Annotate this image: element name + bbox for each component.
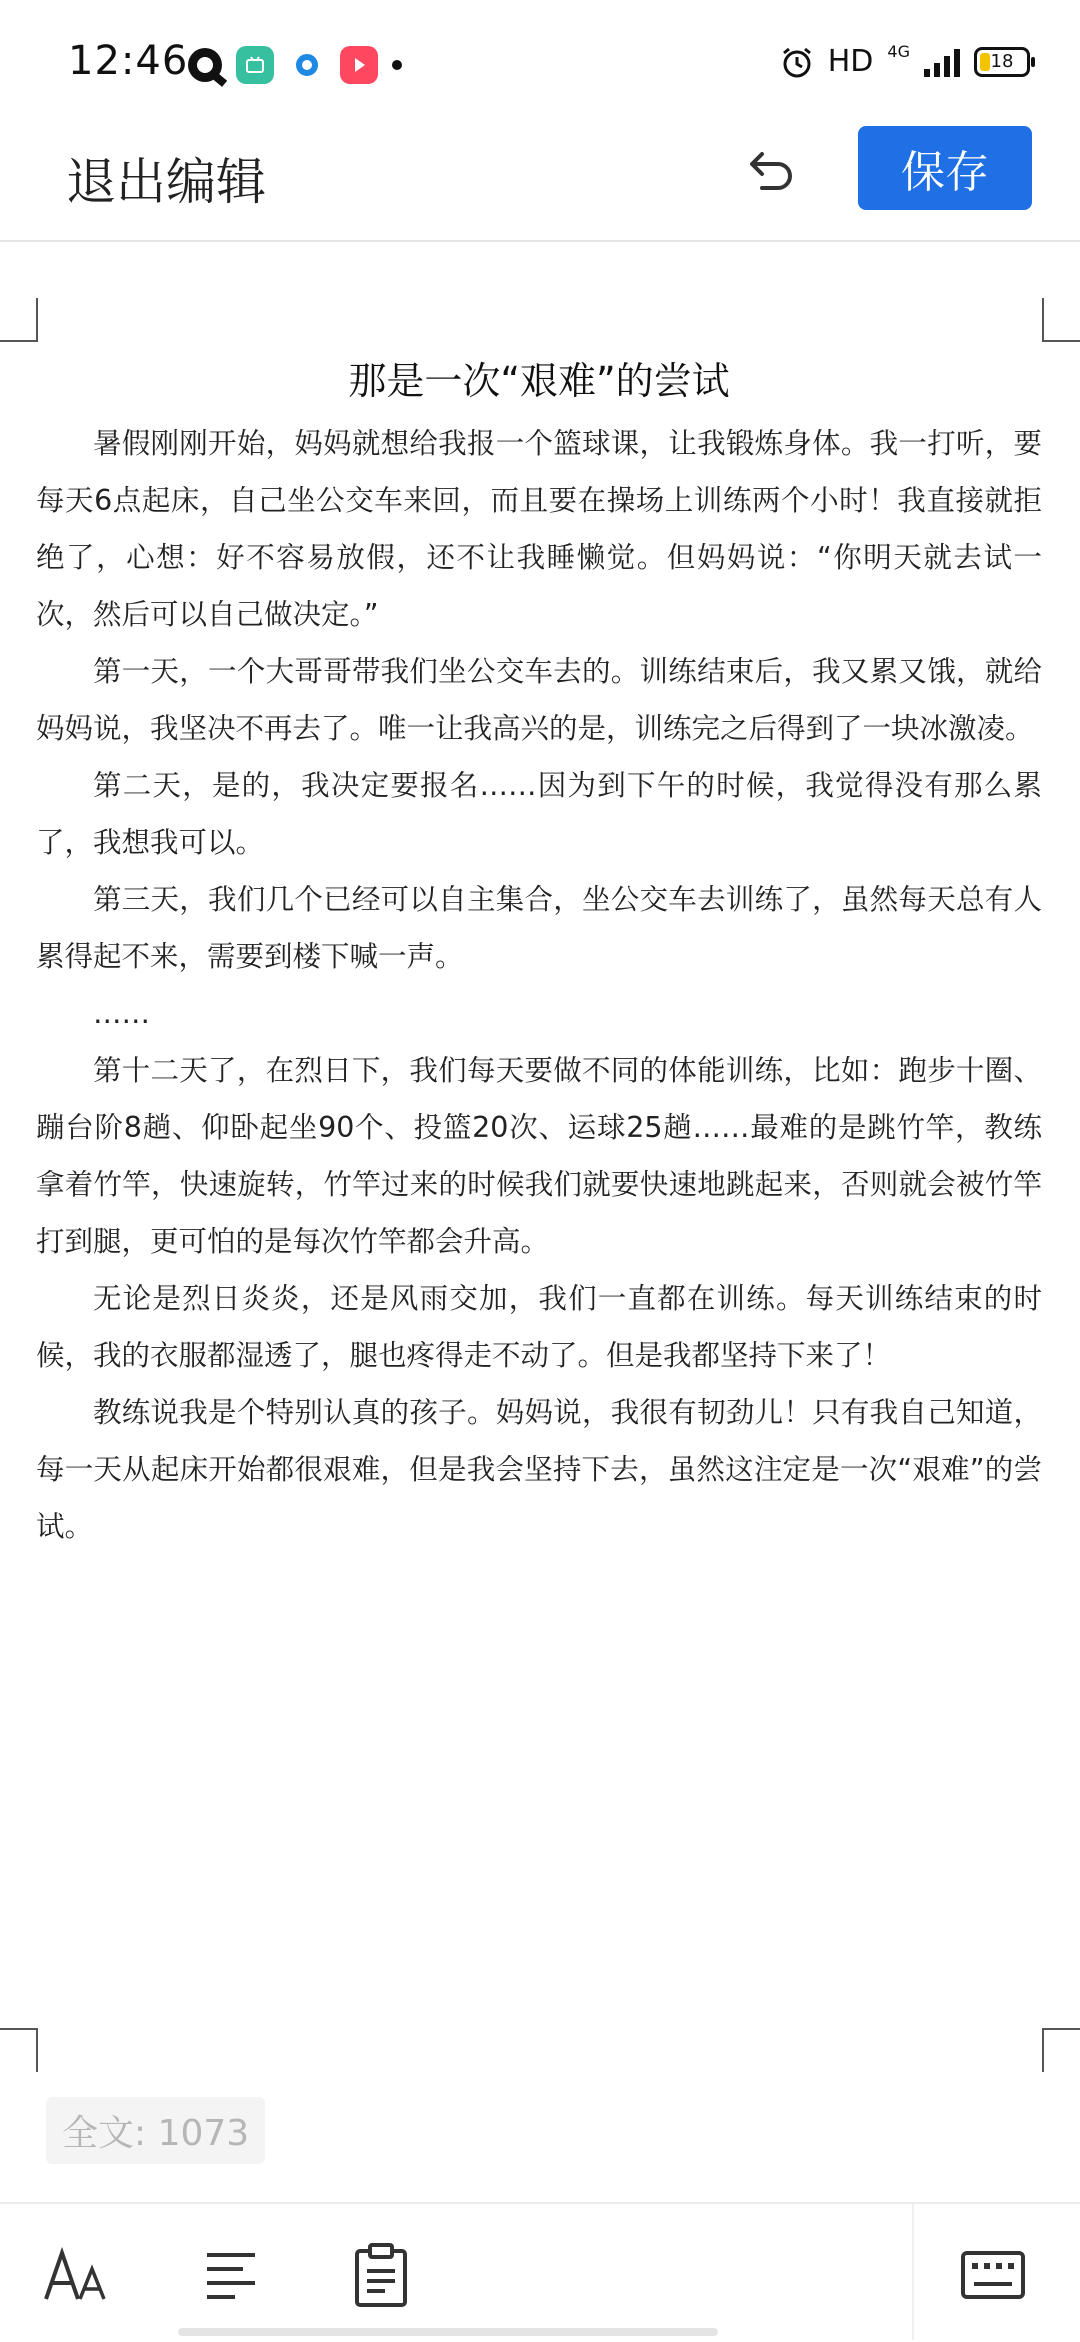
page-corner-top-right — [1042, 298, 1080, 342]
paragraph[interactable]: 第二天，是的，我决定要报名……因为到下午的时候，我觉得没有那么累了，我想我可以。 — [36, 769, 1042, 859]
notification-icons — [188, 46, 402, 84]
paragraph[interactable]: 第一天，一个大哥哥带我们坐公交车去的。训练结束后，我又累又饿，就给妈妈说，我坚决不再去了。唯一让我高兴的是，训练完之后得到了一块冰激凌。 — [36, 655, 1042, 745]
editor-toolbar — [0, 120, 1080, 242]
page-corner-bottom-right — [1042, 2028, 1080, 2072]
status-time: 12:46 — [68, 38, 189, 84]
alarm-icon — [780, 45, 814, 79]
blue-app-icon — [288, 46, 326, 84]
gesture-bar[interactable] — [178, 2328, 718, 2336]
word-count-badge: 全文: 1073 — [46, 2097, 265, 2164]
undo-icon — [740, 140, 800, 200]
paragraph[interactable]: 第三天，我们几个已经可以自主集合，坐公交车去训练了，虽然每天总有人累得起不来，需要到楼下喊一声。 — [36, 883, 1042, 973]
keyboard-toggle-button[interactable] — [958, 2240, 1028, 2310]
clipboard-icon — [353, 2243, 409, 2307]
paragraph[interactable]: 暑假刚刚开始，妈妈就想给我报一个篮球课，让我锻炼身体。我一打听，要每天6点起床，自己坐公交车来回，而且要在操场上训练两个小时！我直接就拒绝了，心想：好不容易放假，还不让我睡懒觉。但妈妈说：“你明天就去试一次，然后可以自己做决定。” — [36, 427, 1042, 631]
paragraph-align-button[interactable] — [196, 2240, 266, 2310]
bottom-toolbar — [0, 2202, 1080, 2342]
paragraph[interactable]: 无论是烈日炎炎，还是风雨交加，我们一直都在训练。每天训练结束的时候，我的衣服都湿透了，腿也疼得走不动了。但是我都坚持下来了！ — [36, 1282, 1042, 1372]
paragraph[interactable]: …… — [93, 997, 150, 1030]
clipboard-button[interactable] — [346, 2240, 416, 2310]
align-text-icon — [203, 2247, 259, 2303]
paragraph[interactable]: 第十二天了，在烈日下，我们每天要做不同的体能训练，比如：跑步十圈、蹦台阶8趟、仰卧起坐90个、投篮20次、运球25趟……最难的是跳竹竿，教练拿着竹竿，快速旋转，竹竿过来的时候我们就要快速地跳起来，否则就会被竹竿打到腿，更可怕的是每次竹竿都会升高。 — [36, 1054, 1042, 1258]
paragraph[interactable]: 教练说我是个特别认真的孩子。妈妈说，我很有韧劲儿！只有我自己知道，每一天从起床开始都很艰难，但是我会坚持下去，虽然这注定是一次“艰难”的尝试。 — [36, 1396, 1042, 1543]
font-style-button[interactable] — [42, 2240, 112, 2310]
green-app-icon — [236, 46, 274, 84]
font-size-icon — [42, 2245, 112, 2305]
hd-indicator: HD — [827, 44, 874, 79]
battery-level: 18 — [990, 51, 1014, 72]
exit-edit-button[interactable]: 退出编辑 — [66, 153, 266, 211]
document-body[interactable] — [36, 350, 1042, 1555]
status-bar — [0, 0, 1080, 120]
signal-icon — [924, 47, 960, 77]
page-corner-top-left — [0, 298, 38, 342]
keyboard-icon — [960, 2250, 1026, 2300]
page-corner-bottom-left — [0, 2028, 38, 2072]
status-indicators — [780, 44, 1030, 79]
more-notifications-dot — [392, 60, 402, 70]
battery-icon — [974, 47, 1030, 77]
undo-button[interactable] — [734, 134, 806, 206]
network-type: 4G — [887, 42, 910, 61]
save-button[interactable]: 保存 — [858, 126, 1032, 210]
q-app-icon — [188, 48, 222, 82]
red-app-icon — [340, 46, 378, 84]
document-title[interactable]: 那是一次“艰难”的尝试 — [348, 359, 730, 403]
toolbar-divider — [912, 2204, 914, 2340]
